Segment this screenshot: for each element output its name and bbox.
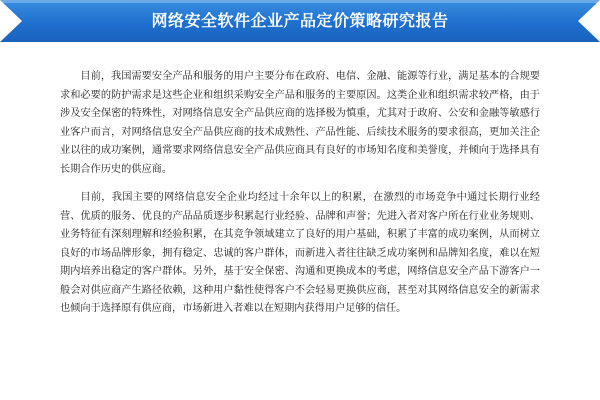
page-title: 网络安全软件企业产品定价策略研究报告	[151, 11, 449, 30]
report-body	[60, 68, 540, 319]
body-paragraph-2: 目前，我国主要的网络信息安全企业均经过十余年以上的积累，在激烈的市场竞争中通过长期行业经营、优质的服务、优良的产品品质逐步积累起行业经验、品牌和声誉；先进入者对客户所在行业业务规则、业务特征有深刻理解和经验积累，在其竞争领域建立了良好的用户基础，积累了丰富的成功案例，从而树立良好的市场品牌形象，拥有稳定、忠诚的客户群体，而新进入者往往缺乏成功案例和品牌知名度，难以在短期内培养出稳定的客户群体。另外，基于安全保密、沟通和更换成本的考虑，网络信息安全产品下游客户一般会对供应商产生路径依赖，这种用户黏性使得客户不会轻易更换供应商，甚至对其网络信息安全的新需求也倾向于选择原有供应商，市场新进入者难以在短期内获得用户足够的信任。	[60, 192, 540, 314]
title-banner	[0, 0, 600, 42]
body-paragraph-1: 目前，我国需要安全产品和服务的用户主要分布在政府、电信、金融、能源等行业，满足基本的合规要求和必要的防护需求是这些企业和组织采购安全产品和服务的主要原因。这类企业和组织需求较严格，由于涉及安全保密的特殊性，对网络信息安全产品供应商的选择极为慎重，尤其对于政府、公安和金融等敏感行业客户而言，对网络信息安全产品供应商的技术成熟性、产品性能、后续技术服务的要求很高，更加关注企业以往的成功案例，通常要求网络信息安全产品供应商具有良好的市场知名度和美誉度，并倾向于选择具有长期合作历史的供应商。	[60, 71, 540, 175]
